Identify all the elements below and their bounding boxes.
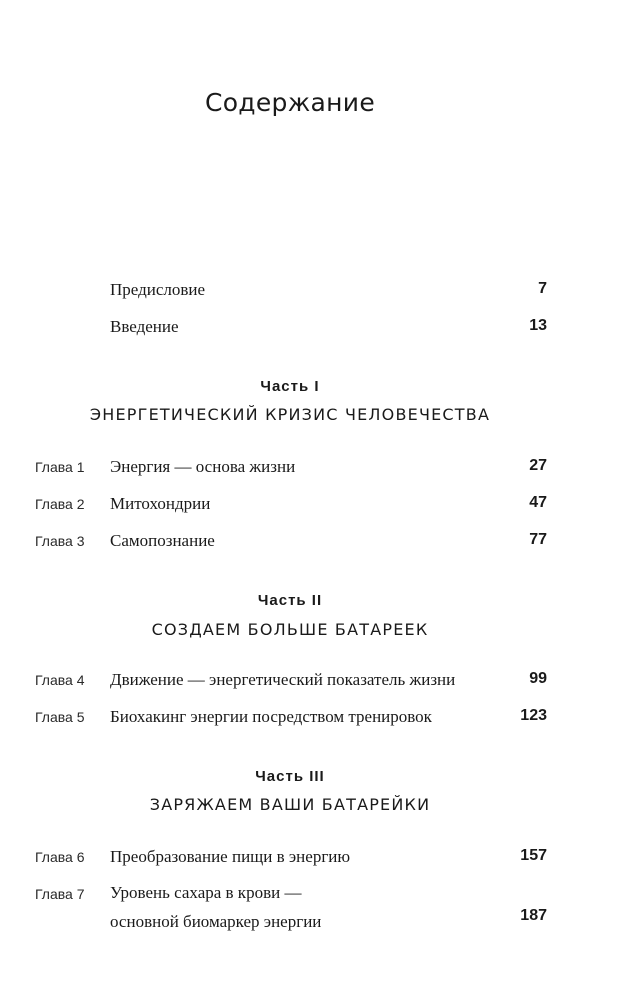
toc-entry-chapter-7[interactable] — [0, 882, 624, 938]
entry-title — [110, 878, 321, 936]
entry-page: 123 — [520, 707, 547, 724]
part-label: Часть III — [255, 768, 325, 785]
chapter-label: Глава 2 — [35, 496, 85, 512]
toc-entry-chapter-4[interactable] — [0, 668, 624, 694]
entry-page: 13 — [529, 317, 547, 334]
entry-page: 187 — [520, 907, 547, 924]
chapter-label: Глава 4 — [35, 672, 85, 688]
toc-entry-chapter-5[interactable] — [0, 705, 624, 731]
part-title: ЭНЕРГЕТИЧЕСКИЙ КРИЗИС ЧЕЛОВЕЧЕСТВА — [89, 405, 491, 424]
chapter-label: Глава 3 — [35, 533, 85, 549]
entry-title: Предисловие — [110, 280, 206, 299]
chapter-label: Глава 7 — [35, 886, 85, 902]
toc-entry-chapter-1[interactable] — [0, 455, 624, 481]
part-title: СОЗДАЕМ БОЛЬШЕ БАТАРЕЕК — [151, 620, 429, 639]
entry-title: Биохакинг энергии посредством тренировок — [110, 707, 432, 726]
entry-title: Самопознание — [110, 531, 215, 550]
chapter-label: Глава 6 — [35, 849, 85, 865]
entry-page: 77 — [529, 531, 547, 548]
entry-title: Преобразование пищи в энергию — [110, 847, 351, 866]
entry-title: Введение — [110, 317, 179, 336]
chapter-label: Глава 1 — [35, 459, 85, 475]
entry-title: Митохондрии — [110, 494, 211, 513]
toc-entry-chapter-6[interactable] — [0, 845, 624, 871]
entry-title: Энергия — основа жизни — [110, 457, 296, 476]
entry-title-line-1: Уровень сахара в крови — — [110, 883, 302, 902]
entry-page: 99 — [529, 670, 547, 687]
entry-page: 47 — [529, 494, 547, 511]
entry-page: 27 — [529, 457, 547, 474]
toc-entry-introduction[interactable] — [0, 315, 624, 341]
part-label: Часть I — [260, 378, 320, 395]
entry-page: 157 — [520, 847, 547, 864]
page-title: Содержание — [204, 88, 376, 117]
part-title: ЗАРЯЖАЕМ ВАШИ БАТАРЕЙКИ — [149, 795, 431, 814]
toc-entry-chapter-2[interactable] — [0, 492, 624, 518]
chapter-label: Глава 5 — [35, 709, 85, 725]
toc-entry-chapter-3[interactable] — [0, 529, 624, 555]
part-label: Часть II — [257, 592, 323, 609]
entry-title-line-2: основной биомаркер энергии — [110, 912, 322, 931]
entry-title: Движение — энергетический показатель жизни — [110, 670, 456, 689]
toc-entry-preface[interactable] — [0, 278, 624, 304]
entry-page: 7 — [538, 280, 547, 297]
